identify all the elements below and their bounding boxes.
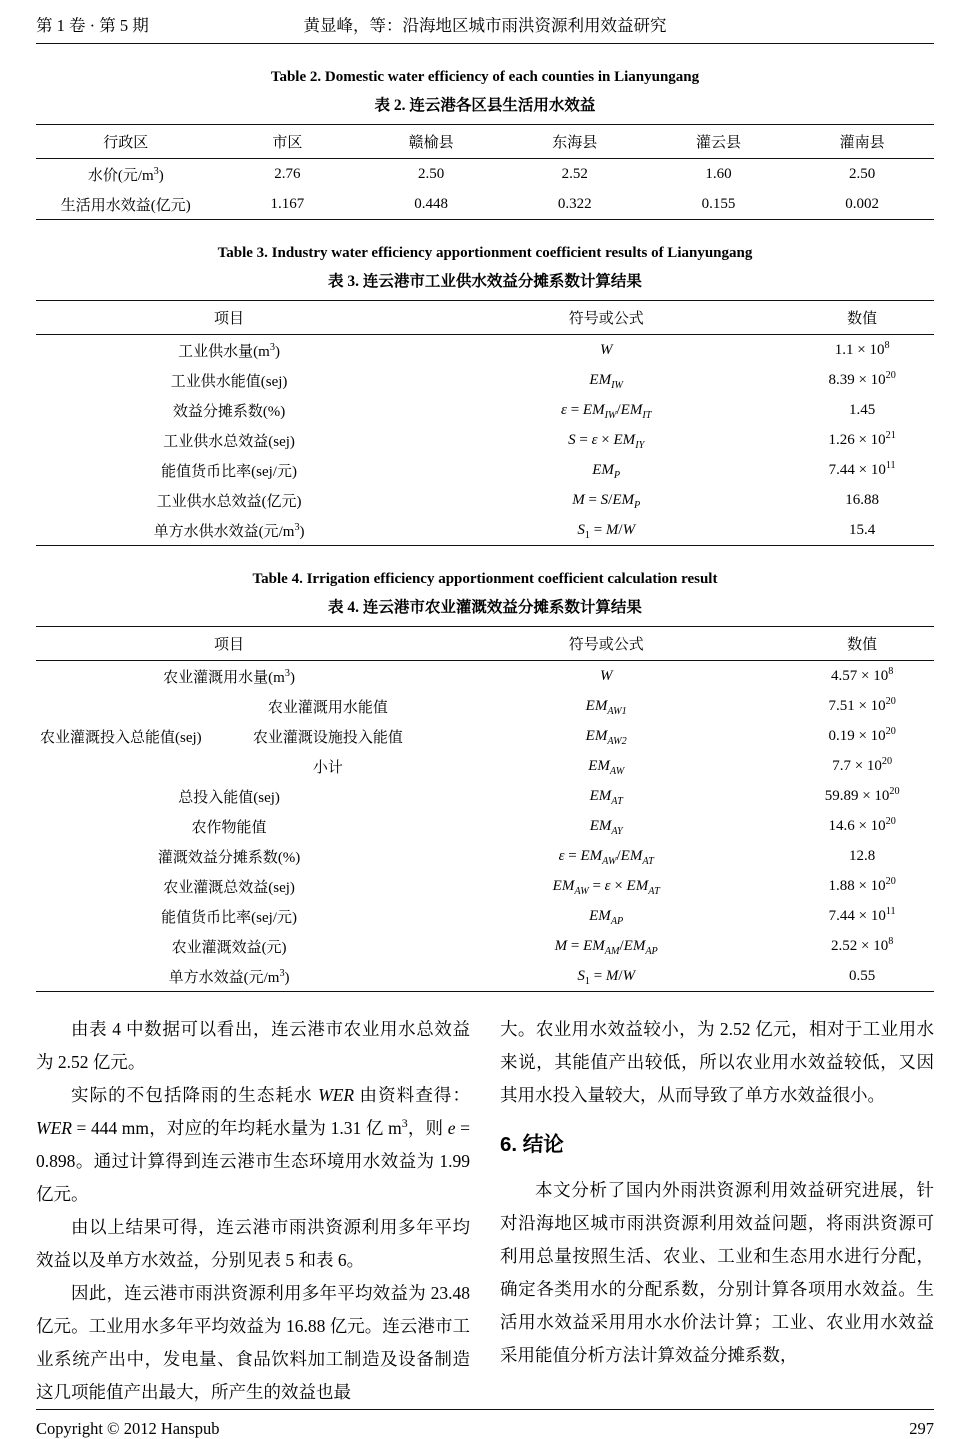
row-label: 效益分摊系数(%) [172,403,286,420]
table-row [36,661,934,692]
row-label: 工业供水量$(m^3)$ [178,341,280,360]
table3-header-row [36,301,934,335]
row-sublabel: 小计 [312,759,343,776]
table-row [36,485,934,515]
row-label: 水价(元$/m^3$) [87,165,164,184]
cell: 0.448 [414,195,448,212]
table2-caption-zh: 表 2. 连云港各区县生活用水效益 [374,97,596,114]
table3 [36,300,934,546]
table2-col-header: 市区 [216,125,360,159]
table4-col-header: 符号或公式 [422,627,790,661]
value-cell: $7.7 \times 10^{20}$ [832,755,893,774]
formula-cell: $\varepsilon = EM_{IW}/EM_{IT}$ [561,401,652,421]
row-label: 工业供水能值(sej) [170,373,288,390]
paragraph: 因此，连云港市雨洪资源利用多年平均效益为 23.48 亿元。工业用水多年平均效益为 16.88 亿元。连云港市工业系统产出中，发电量、食品饮料加工制造及设备制造这几项能值产出最大，所产生的效益也最 [36,1283,470,1402]
value-cell: $7.51 \times 10^{20}$ [828,695,896,714]
formula-cell: $EM_{AW} = \varepsilon \times EM_{AT}$ [552,877,660,897]
value-cell: 1.45 [849,401,876,418]
table-row [36,961,934,992]
formula-cell: $S_1 = M/W$ [577,967,636,987]
page-footer [36,1409,934,1439]
value-cell: 15.4 [849,521,876,538]
value-cell: 0.55 [849,967,876,984]
value-cell: $7.44 \times 10^{11}$ [828,459,896,478]
paragraph-continued: 大。农业用水效益较小，为 2.52 亿元，相对于工业用水来说，其能值产出较低，所以农业用水效益较低，又因其用水投入量较大，从而导致了单方水效益很小。 [500,1019,934,1105]
table4-col-header: 数值 [790,627,934,661]
page-number: 297 [909,1419,934,1438]
page-header [36,8,934,44]
table-row [36,189,934,220]
value-cell: $1.1 \times 10^8$ [834,339,890,358]
cell: 0.155 [701,195,736,212]
row-label: 农业灌溉总效益(sej) [163,879,295,896]
table4-header-row [36,627,934,661]
table-row [36,781,934,811]
table-row [36,811,934,841]
table2-col-header: 灌南县 [790,125,934,159]
paragraph: 实际的不包括降雨的生态耗水 WER 由资料查得：WER = 444 mm，对应的年均耗水量为 1.31 亿 $m^3$，则 e = 0.898。通过计算得到连云港市生态环境用水效益为 1.99 亿元。 [36,1085,471,1204]
formula-cell: $EM_{AY}$ [589,817,623,837]
cell: 1.167 [270,195,305,212]
value-cell: $14.6 \times 10^{20}$ [828,815,896,834]
value-cell: $8.39 \times 10^{20}$ [828,369,896,388]
formula-cell: $EM_P$ [592,461,621,481]
table3-col-header: 符号或公式 [422,301,790,335]
row-sublabel: 农业灌溉用水能值 [267,699,388,716]
table2-col-header: 东海县 [503,125,647,159]
row-label: 总投入能值(sej) [178,789,280,806]
table3-col-header: 数值 [790,301,934,335]
table4-col-header: 项目 [36,627,422,661]
table-row [36,841,934,871]
table3-caption-en: Table 3. Industry water efficiency apportionment coefficient results of Lianyungang [217,245,753,261]
journal-issue-label: 第 1 卷 · 第 5 期 [36,16,149,35]
formula-cell: $S = \varepsilon \times EM_{IY}$ [568,431,645,451]
formula-cell: $S_1 = M/W$ [577,521,636,541]
value-cell: $1.88 \times 10^{20}$ [828,875,896,894]
table-row [36,515,934,546]
row-label: 工业供水总效益(亿元) [156,493,302,510]
group-row-label: 农业灌溉投入总能值(sej) [40,729,202,746]
row-label: 农业灌溉用水量$(m^3)$ [163,667,295,686]
left-column [36,1013,470,1409]
table-row [36,425,934,455]
table-row [36,931,934,961]
row-label: 农作物能值 [191,819,267,836]
formula-cell: $\varepsilon = EM_{AW}/EM_{AT}$ [558,847,654,867]
cell: 1.60 [705,165,732,182]
table3-caption [36,245,934,291]
table-row [36,335,934,366]
table3-caption-zh: 表 3. 连云港市工业供水效益分摊系数计算结果 [328,273,642,290]
formula-cell: $EM_{AP}$ [589,907,624,927]
paragraph: 本文分析了国内外雨洪资源利用效益研究进展，针对沿海地区城市雨洪资源利用效益问题，将雨洪资源可利用总量按照生活、农业、工业和生态用水进行分配，确定各类用水的分配系数，分别计算各项用水效益。生活用水效益采用用水水价法计算；工业、农业用水效益采用能值分析方法计算效益分摊系数， [500,1180,934,1365]
cell: 2.50 [849,165,876,182]
table2-caption-en: Table 2. Domestic water efficiency of each counties in Lianyungang [270,69,700,85]
value-cell: $59.89 \times 10^{20}$ [824,785,900,804]
table-row [36,395,934,425]
value-cell: $4.57 \times 10^8$ [830,665,894,684]
table-group-row [36,691,934,721]
table-row [36,901,934,931]
table2-header-row [36,125,934,159]
table2-caption [36,69,934,115]
value-cell: $0.19 \times 10^{20}$ [828,725,896,744]
value-cell: $2.52 \times 10^8$ [830,935,894,954]
paragraph: 由表 4 中数据可以看出，连云港市农业用水总效益为 2.52 亿元。 [36,1019,470,1072]
cell: 2.76 [274,165,301,182]
table4-caption-en: Table 4. Irrigation efficiency apportionment coefficient calculation result [252,571,718,587]
row-label: 能值货币比率(sej/元) [161,909,297,926]
body-text [36,1013,934,1409]
value-cell: 12.8 [849,847,876,864]
copyright-text: Copyright © 2012 Hanspub [36,1419,220,1438]
paragraph: 由以上结果可得，连云港市雨洪资源利用多年平均效益以及单方水效益，分别见表 5 和表 6。 [36,1217,470,1270]
table4-caption [36,571,934,617]
row-label: 生活用水效益(亿元) [60,197,191,214]
table4-caption-zh: 表 4. 连云港市农业灌溉效益分摊系数计算结果 [328,599,642,616]
cell: 2.52 [561,165,588,182]
value-cell: $7.44 \times 10^{11}$ [828,905,896,924]
formula-cell: W [599,667,613,684]
formula-cell: $EM_{IW}$ [589,371,623,391]
table-row [36,365,934,395]
running-title: 黄显峰，等：沿海地区城市雨洪资源利用效益研究 [303,16,667,35]
table-row [36,159,934,190]
row-sublabel: 农业灌溉设施投入能值 [252,729,403,746]
row-label: 工业供水总效益(sej) [163,433,295,450]
cell: 0.002 [845,195,880,212]
section-heading: 6. 结论 [500,1133,564,1156]
row-label: 能值货币比率(sej/元) [161,463,297,480]
formula-cell: $EM_{AW1}$ [585,697,627,717]
table-row [36,871,934,901]
table4 [36,626,934,992]
right-column [500,1013,934,1409]
row-label: 农业灌溉效益(元) [171,939,287,956]
formula-cell: $EM_{AW}$ [588,757,625,777]
formula-cell: $EM_{AT}$ [589,787,623,807]
cell: 0.322 [557,195,592,212]
table2-col-header: 行政区 [36,125,216,159]
formula-cell: $M = EM_{AM}/EM_{AP}$ [554,937,658,957]
formula-cell: $M = S/EM_P$ [572,491,641,511]
value-cell: 16.88 [845,491,880,508]
table2-col-header: 灌云县 [647,125,791,159]
row-label: 灌溉效益分摊系数(%) [157,849,301,866]
formula-cell: $EM_{AW2}$ [585,727,627,747]
row-label: 单方水效益(元$/m^3$) [168,967,290,986]
table-row [36,455,934,485]
table2-col-header: 赣榆县 [359,125,503,159]
formula-cell: W [599,341,613,358]
value-cell: $1.26 \times 10^{21}$ [828,429,896,448]
table3-col-header: 项目 [36,301,422,335]
table2 [36,124,934,220]
row-label: 单方水供水效益(元$/m^3$) [153,521,305,540]
cell: 2.50 [417,165,445,182]
